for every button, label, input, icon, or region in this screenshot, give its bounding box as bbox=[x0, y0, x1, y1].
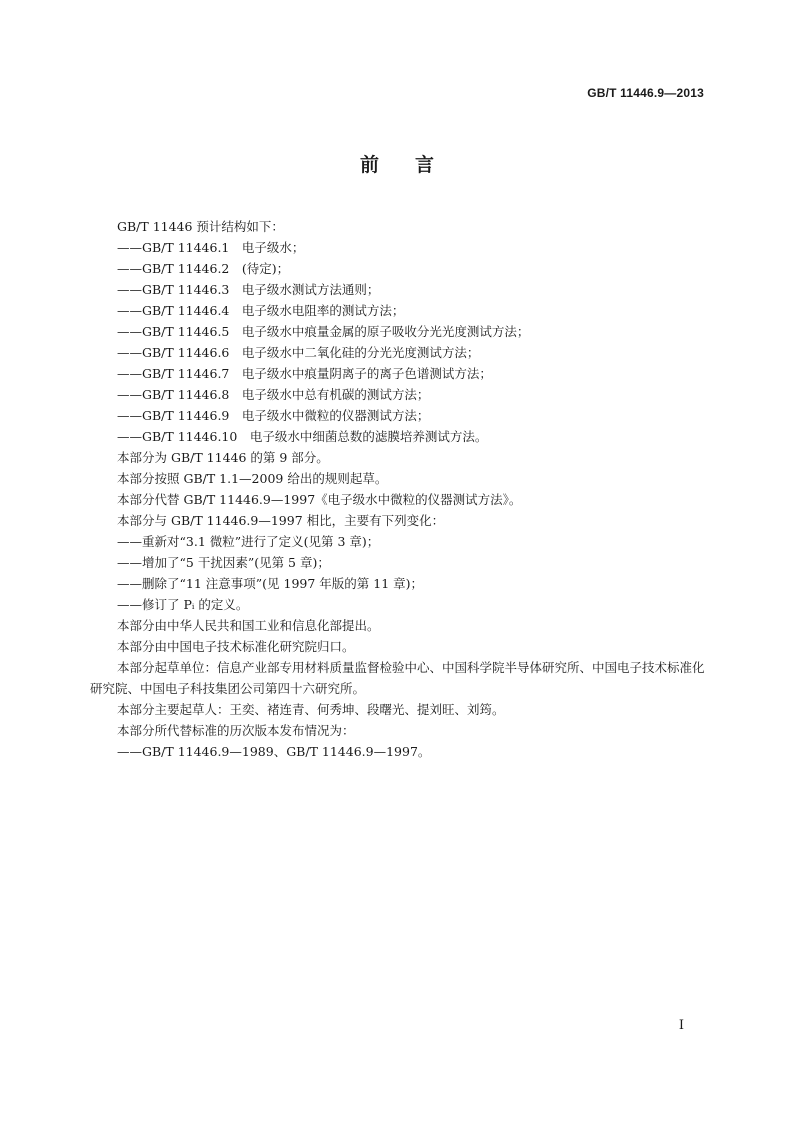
structure-item: ——GB/T 11446.4 电子级水电阻率的测试方法； bbox=[117, 303, 405, 318]
body-line: GB/T 11446 预计结构如下： bbox=[117, 219, 284, 234]
document-body bbox=[90, 216, 706, 762]
body-line: 本部分为 GB/T 11446 的第 9 部分。 bbox=[117, 450, 329, 465]
structure-item: ——GB/T 11446.10 电子级水中细菌总数的滤膜培养测试方法。 bbox=[117, 429, 488, 444]
page-number: I bbox=[678, 1018, 684, 1033]
history-item: ——GB/T 11446.9—1989、GB/T 11446.9—1997。 bbox=[117, 744, 431, 759]
body-line: 本部分代替 GB/T 11446.9—1997《电子级水中微粒的仪器测试方法》。 bbox=[117, 492, 522, 507]
drafting-units-paragraph: 本部分起草单位：信息产业部专用材料质量监督检验中心、中国科学院半导体研究所、中国电子技术标准化研究院、中国电子科技集团公司第四十六研究所。 bbox=[90, 660, 705, 696]
structure-item: ——GB/T 11446.6 电子级水中二氧化硅的分光光度测试方法； bbox=[117, 345, 480, 360]
drafters-line: 本部分主要起草人：王奕、褚连青、何秀坤、段曙光、提刘旺、刘筠。 bbox=[117, 702, 505, 717]
change-item: ——重新对“3.1 微粒”进行了定义(见第 3 章)； bbox=[117, 534, 380, 549]
change-item: ——删除了“11 注意事项”(见 1997 年版的第 11 章)； bbox=[117, 576, 424, 591]
body-line: 本部分按照 GB/T 1.1—2009 给出的规则起草。 bbox=[117, 471, 388, 486]
page-title: 前言 bbox=[359, 154, 470, 176]
change-item: ——修订了 Pᵢ 的定义。 bbox=[117, 597, 249, 612]
standard-code-header: GB/T 11446.9—2013 bbox=[587, 86, 704, 100]
structure-item: ——GB/T 11446.3 电子级水测试方法通则； bbox=[117, 282, 380, 297]
structure-item: ——GB/T 11446.5 电子级水中痕量金属的原子吸收分光光度测试方法； bbox=[117, 324, 530, 339]
body-line: 本部分由中华人民共和国工业和信息化部提出。 bbox=[117, 618, 380, 633]
structure-item: ——GB/T 11446.2 (待定)； bbox=[117, 261, 290, 276]
structure-item: ——GB/T 11446.7 电子级水中痕量阴离子的离子色谱测试方法； bbox=[117, 366, 492, 381]
body-line: 本部分由中国电子技术标准化研究院归口。 bbox=[117, 639, 355, 654]
history-intro-line: 本部分所代替标准的历次版本发布情况为： bbox=[117, 723, 355, 738]
structure-item: ——GB/T 11446.9 电子级水中微粒的仪器测试方法； bbox=[117, 408, 430, 423]
body-line: 本部分与 GB/T 11446.9—1997 相比，主要有下列变化： bbox=[117, 513, 445, 528]
structure-item: ——GB/T 11446.8 电子级水中总有机碳的测试方法； bbox=[117, 387, 430, 402]
structure-item: ——GB/T 11446.1 电子级水； bbox=[117, 240, 305, 255]
change-item: ——增加了“5 干扰因素”(见第 5 章)； bbox=[117, 555, 330, 570]
